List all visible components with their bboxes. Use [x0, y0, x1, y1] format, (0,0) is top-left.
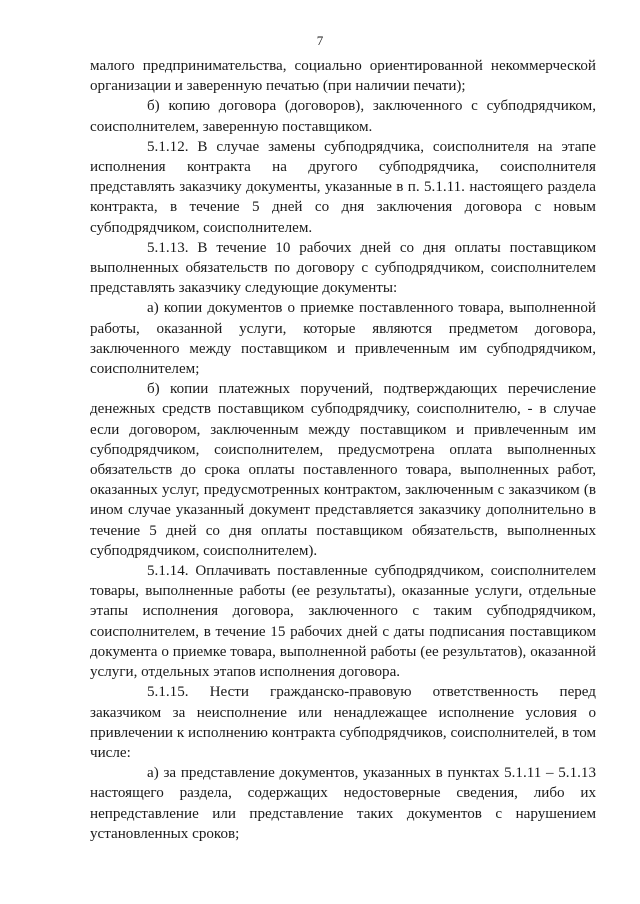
- paragraph: а) за представление документов, указанных в пунктах 5.1.11 – 5.1.13 настоящего раздела, содержащих недостоверные сведения, либо их непредставление или представление таких документов с нарушением установленных сроков;: [90, 765, 596, 842]
- paragraph: малого предпринимательства, социально ориентированной некоммерческой организации и заверенную печатью (при наличии печати);: [90, 58, 596, 95]
- paragraph: 5.1.12. В случае замены субподрядчика, соисполнителя на этапе исполнения контракта на другого субподрядчика, соисполнителя представлять заказчику документы, указанные в п. 5.1.11. настоящего раздела контракта, в течение 5 дней со дня заключения договора с новым субподрядчиком, соисполнителем.: [90, 138, 596, 236]
- page-number: 7: [316, 33, 324, 48]
- paragraph: 5.1.13. В течение 10 рабочих дней со дня оплаты поставщиком выполненных обязательств по договору с субподрядчиком, соисполнителем представлять заказчику следующие документы:: [90, 239, 596, 297]
- document-body: [90, 56, 596, 844]
- paragraph: б) копии платежных поручений, подтверждающих перечисление денежных средств поставщиком субподрядчику, соисполнителю, - в случае если договором, заключенным между поставщиком и привлеченным им субподрядчиком, соисполнителем, предусмотрена оплата выполненных обязательств до срока оплаты поставленного товара, выполненных работ, оказанных услуг, предусмотренных контрактом, заключенным с заказчиком (в ином случае указанный документ представляется заказчику дополнительно в течение 5 дней со дня оплаты поставщиком обязательств, выполненных субподрядчиком, соисполнителем).: [90, 381, 596, 559]
- paragraph: б) копию договора (договоров), заключенного с субподрядчиком, соисполнителем, заверенную поставщиком.: [90, 98, 596, 135]
- paragraph: 5.1.14. Оплачивать поставленные субподрядчиком, соисполнителем товары, выполненные работы (ее результаты), оказанные услуги, отдельные этапы исполнения договора, заключенного с таким субподрядчиком, соисполнителем, в течение 15 рабочих дней с даты подписания поставщиком документа о приемке товара, выполненной работы (ее результатов), оказанной услуги, отдельных этапов исполнения договора.: [90, 563, 596, 681]
- paragraph: 5.1.15. Нести гражданско-правовую ответственность перед заказчиком за неисполнение или ненадлежащее исполнение условия о привлечении к исполнению контракта субподрядчиков, соисполнителей, в том числе:: [90, 684, 596, 761]
- paragraph: а) копии документов о приемке поставленного товара, выполненной работы, оказанной услуги, которые являются предметом договора, заключенного между поставщиком и привлеченным им субподрядчиком, соисполнителем;: [90, 300, 596, 378]
